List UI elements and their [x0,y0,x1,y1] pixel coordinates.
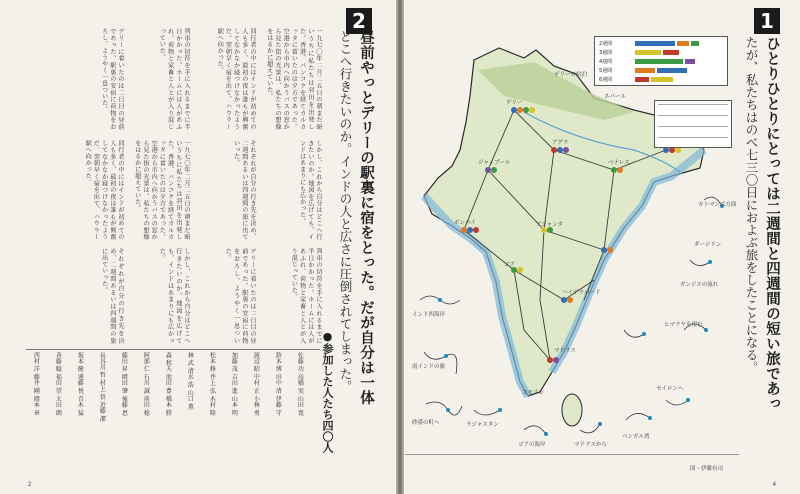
route-caption: ベンガル湾 [622,434,650,440]
page-number: 2 [28,482,32,488]
body-column: しかし、これから自分はどこへ行きたいのか。地図を広げても、インドはあまりにも広かった。 [298,140,322,240]
map-place-label: アジャンタ [536,222,563,228]
route-caption: マドラスから [574,442,607,448]
map-delhi-lodging-label: デリーの宿泊 [554,72,588,78]
participant-name-group: 加藤 茂 吉田 進 山本 明 [230,352,238,416]
chapter-number-badge: 2 [346,8,372,34]
map-place-label: ベナレス [608,160,630,166]
participant-name-group: 松本 修 井上 弘 木村 隆 [208,352,216,416]
sri-lanka-outline [562,394,582,426]
body-column: 同行者の中にはインドが初めての人も多く、最初の夜は誰もが興奮してなかなか寝つけなかったようだ。翌朝早く宿を出て、ハウラー駅へ向かった。 [84,140,124,240]
legend-row-label: 6週間 [599,77,613,83]
route-caption: ヒマラヤを望む [664,322,703,328]
body-column: しかし、これから自分はどこへ行きたいのか。地図を広げても、インドはあまりにも広かった。 [158,248,190,344]
route-caption: ラジャスタン [466,422,499,428]
map-place-label: ネパール [604,94,626,100]
route-summary-table [654,100,732,148]
map-place-label: ジャイプール [478,160,511,166]
spine-gutter [396,0,404,494]
subheadline: たが、私たちはのべ七三〇日におよぶ旅をしたことになる。 [744,36,759,374]
map-place-label: マドラス [554,348,576,354]
participant-name-group: 渡辺 昭 中村 正 小林 勇 [252,352,260,416]
page-number: 4 [772,482,776,488]
legend-dot-matrix [633,38,723,84]
headline: 昼前やっとデリーの駅裏に宿をとった。だが自分は一体 [358,30,375,405]
participant-name-group: 森 和夫 池田 豊 橋本 勝 [164,352,172,416]
subheadline: どこへ行きたいのか。インドの人と広さに圧倒されてしまった。 [338,30,353,393]
participants-heading: ●参加した人たち四〇人 [321,330,334,453]
headline: ひとりひとりにとっては二週間と四週間の短い旅であっ [764,36,781,411]
participant-name-group: 西村 洋 藤井 剛 岡本 章 [32,352,40,416]
participant-name-group: 斉藤 聡 福田 望 太田 朗 [54,352,62,416]
route-caption: ガンジスの流れ [680,282,719,288]
legend-row-label: 2週間 [599,41,613,47]
body-column: それぞれが自分の行き先を決め、二週間あるいは四週間の旅に出ていった。 [100,248,124,344]
participant-name-group: 長谷川 哲 村上 悟 近藤 潔 [98,352,106,422]
route-caption: 砂漠の町へ [412,420,440,426]
chapter-number-badge: 1 [754,8,780,34]
body-column: 同行者の中にはインドが初めての人も多く、最初の夜は誰もが興奮してなかなか寝つけなかったようだ。翌朝早く宿を出て、ハウラー駅へ向かった。 [216,28,256,130]
section-divider [26,349,320,350]
route-caption: ゴアの海岸 [518,442,546,448]
participant-name-group: 林 武 清水 浩 山口 薫 [186,352,194,410]
route-caption: インド西海岸 [412,312,446,318]
participant-name-group: 鈴木 博 田中 清 伊藤 守 [274,352,282,416]
legend-row-label: 4週間 [599,59,613,65]
legend-row-label: 5週間 [599,68,613,74]
participant-name-group: 藤田 昇 岡田 肇 後藤 恵 [120,352,128,416]
map-place-label: ボンベイ [454,220,477,226]
participant-names-grid [26,352,304,462]
legend-row-label: 3週間 [599,50,613,56]
body-column: デリーに着いたのは二日目の昼前であった。駅裏の安宿に荷物をおろし、ようやく一息ついた。 [100,28,124,130]
illustration-credit: 図・伊藤有司 [690,466,724,472]
body-column: それぞれが自分の行き先を決め、二週間あるいは四週間の旅に出ていった。 [232,140,256,240]
map-place-label: アグラ [552,140,569,146]
route-caption: ダージリン [694,242,722,248]
left-page [0,0,396,494]
body-column: 一九七〇年二月二五日の朝まだ暗いうちに私たちは羽田を出発した。香港、バンコクを経てカルカッタに着いたのは夕方であった。空港から市内へ向かうバスの窓から見た街の光景は、私たちの想像をはるかに超えていた。 [133,140,190,240]
body-column: 列車の切符を手に入れるまでに半日かかった。ホームには人があふれ、荷物と家畜と人とが入り混じっていた。 [158,28,190,130]
travel-duration-legend [594,36,728,86]
map-place-label: デリー [506,100,523,106]
route-caption: 南インドの旅 [412,364,446,370]
body-column: デリーに着いたのは二日目の昼前であった。駅裏の安宿に荷物をおろし、ようやく一息ついた。 [224,248,256,344]
participant-name-group: 阿部 仁 石川 誠 前田 稔 [142,352,150,416]
map-place-label: コモリン [522,390,545,396]
map-place-label: ゴア [504,262,516,268]
route-caption: カトマンズ方面 [698,202,737,208]
body-column: 一九七〇年二月二五日の朝まだ暗いうちに私たちは羽田を出発した。香港、バンコクを経てカルカッタに着いたのは夕方であった。空港から市内へ向かうバスの窓から見た街の光景は、私たちの想像をはるかに超えていた。 [265,28,322,130]
body-column: 列車の切符を手に入れるまでに半日かかった。ホームには人があふれ、荷物と家畜と人とが入り混じっていた。 [290,248,322,344]
route-caption: セイロンへ [656,386,684,392]
map-place-label: ハイデラバード [562,290,601,296]
participant-name-group: 坂本 健 遠藤 悦 青木 猛 [76,352,84,416]
right-page [404,0,800,494]
participant-name-group: 佐藤 功 高橋 実 山田 寛 [296,352,304,416]
